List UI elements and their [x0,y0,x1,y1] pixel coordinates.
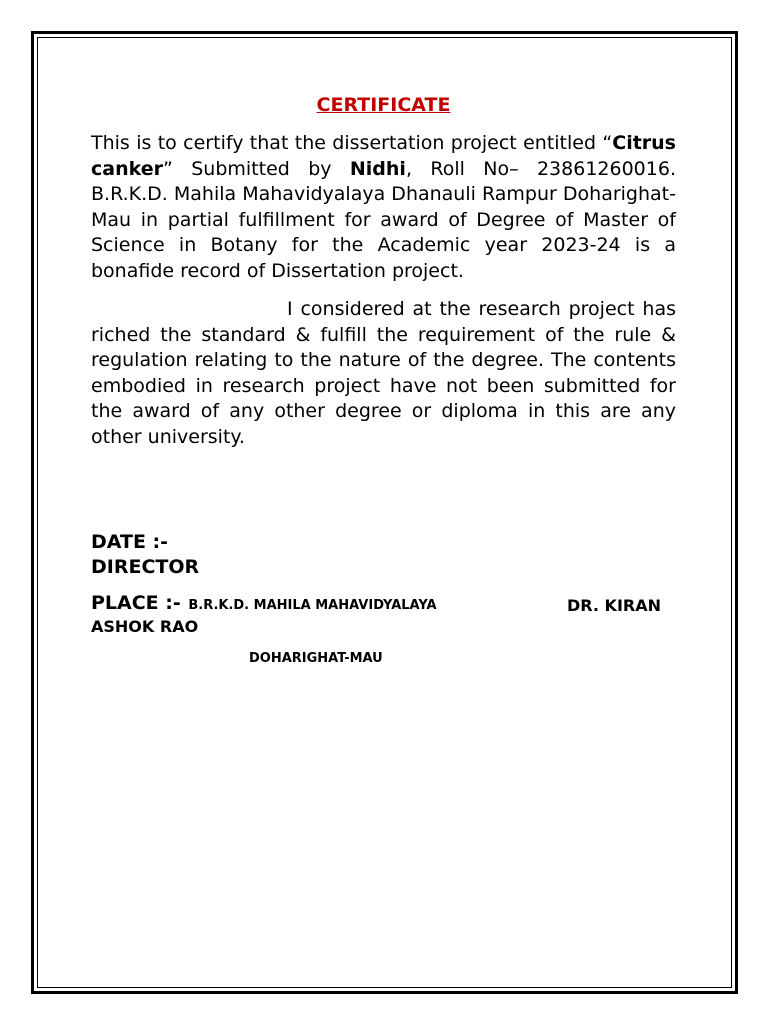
place-value: B.R.K.D. MAHILA MAHAVIDYALAYA [188,598,437,613]
date-label: DATE :- [91,531,169,553]
certificate-paragraph-2 [91,297,676,450]
paragraph-1-text-b: ” Submitted by [163,157,350,180]
student-name: Nidhi [349,157,406,180]
place-row [91,592,661,614]
paragraph-1-text-c: , Roll No– 23861260016. B.R.K.D. Mahila Mahavidyalaya Dhanauli Rampur Doharighat-Mau in partial fulfillment for award of Degree of Master of Science in Botany for the Academic year 2023-24 is a bonafide record of Dissertation project. [91,157,676,282]
project-title: Citrus canker [91,132,676,180]
place-label: PLACE :- [91,592,181,614]
place-town: DOHARIGHAT-MAU [249,651,383,666]
certificate-body [91,92,676,450]
director-name-first: DR. KIRAN [567,596,661,615]
paragraph-2-text: I considered at the research project has riched the standard & fulfill the requirement of the rule & regulation relating to the nature of the degree. The contents embodied in research project have not been submitted for the award of any other degree or diploma in this are any other university. [91,298,676,448]
certificate-title: CERTIFICATE [316,94,451,116]
director-name-last: ASHOK RAO [91,617,199,636]
certificate-paragraph-1 [91,131,676,284]
paragraph-1-text-a: This is to certify that the dissertation project entitled “ [91,132,613,154]
director-label: DIRECTOR [91,556,200,578]
